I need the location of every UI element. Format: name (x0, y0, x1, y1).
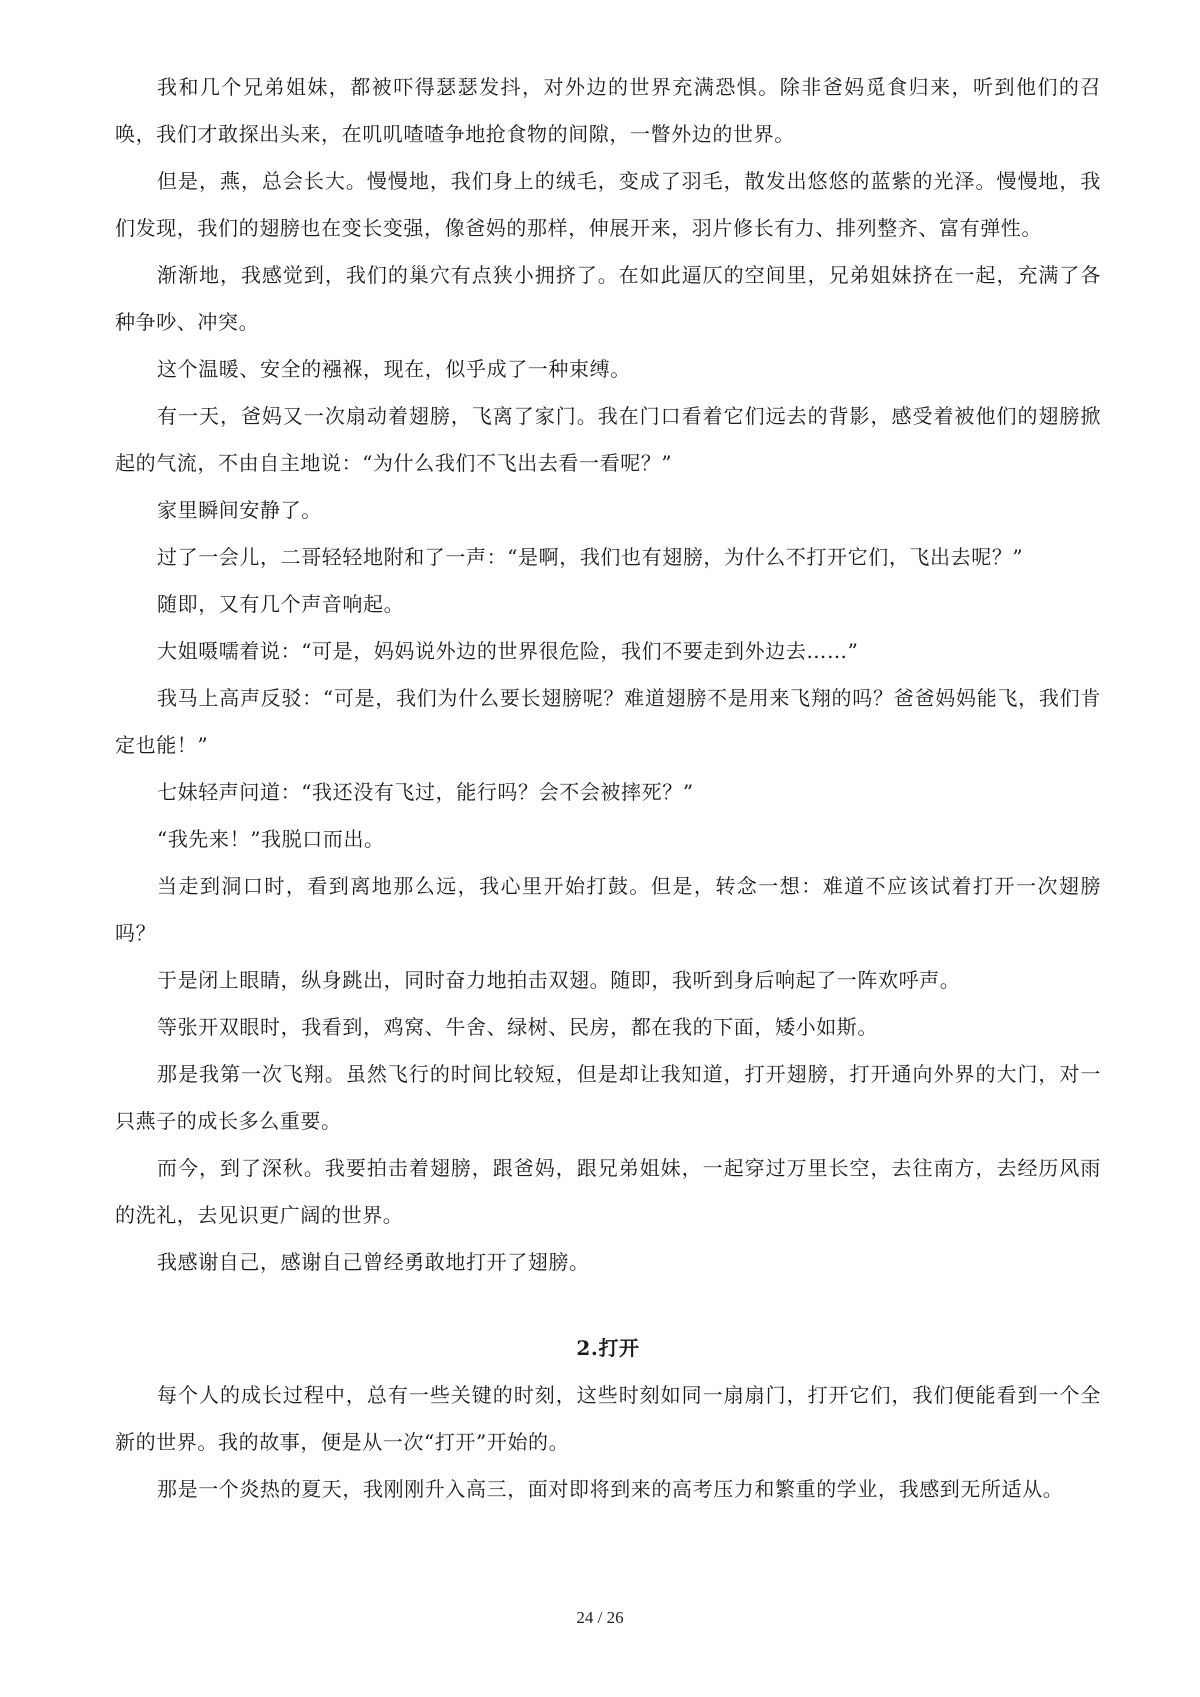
paragraph: 但是，燕，总会长大。慢慢地，我们身上的绒毛，变成了羽毛，散发出悠悠的蓝紫的光泽。慢慢地，我们发现，我们的翅膀也在变长变强，像爸妈的那样，伸展开来，羽片修长有力、排列整齐、富有弹性。 (115, 169, 1101, 240)
paragraph: 等张开双眼时，我看到，鸡窝、牛舍、绿树、民房，都在我的下面，矮小如斯。 (157, 1015, 878, 1039)
paragraph: 于是闭上眼睛，纵身跳出，同时奋力地拍击双翅。随即，我听到身后响起了一阵欢呼声。 (157, 968, 961, 992)
paragraph: “我先来！”我脱口而出。 (157, 827, 385, 851)
paragraph: 过了一会儿，二哥轻轻地附和了一声：“是啊，我们也有翅膀，为什么不打开它们，飞出去呢？” (157, 545, 1024, 569)
section-heading: 2.打开 (576, 1336, 640, 1360)
paragraph: 我马上高声反驳：“可是，我们为什么要长翅膀呢？难道翅膀不是用来飞翔的吗？爸爸妈妈能飞，我们肯定也能！” (115, 686, 1101, 757)
document-body (115, 64, 1101, 1513)
paragraph: 而今，到了深秋。我要拍击着翅膀，跟爸妈，跟兄弟姐妹，一起穿过万里长空，去往南方，去经历风雨的洗礼，去见识更广阔的世界。 (115, 1156, 1101, 1227)
paragraph: 大姐嗫嚅着说：“可是，妈妈说外边的世界很危险，我们不要走到外边去……” (157, 639, 859, 663)
paragraph: 我和几个兄弟姐妹，都被吓得瑟瑟发抖，对外边的世界充满恐惧。除非爸妈觅食归来，听到他们的召唤，我们才敢探出头来，在叽叽喳喳争地抢食物的间隙，一瞥外边的世界。 (115, 75, 1101, 146)
paragraph: 家里瞬间安静了。 (157, 498, 322, 522)
paragraph: 我感谢自己，感谢自己曾经勇敢地打开了翅膀。 (157, 1250, 590, 1274)
paragraph: 那是一个炎热的夏天，我刚刚升入高三，面对即将到来的高考压力和繁重的学业，我感到无所适从。 (157, 1477, 1064, 1501)
paragraph: 当走到洞口时，看到离地那么远，我心里开始打鼓。但是，转念一想：难道不应该试着打开一次翅膀吗？ (115, 874, 1101, 945)
paragraph: 这个温暖、安全的襁褓，现在，似乎成了一种束缚。 (157, 357, 631, 381)
paragraph: 每个人的成长过程中，总有一些关键的时刻，这些时刻如同一扇扇门，打开它们，我们便能看到一个全新的世界。我的故事，便是从一次“打开”开始的。 (115, 1383, 1101, 1454)
paragraph: 随即，又有几个声音响起。 (157, 592, 405, 616)
paragraph: 那是我第一次飞翔。虽然飞行的时间比较短，但是却让我知道，打开翅膀，打开通向外界的大门，对一只燕子的成长多么重要。 (115, 1062, 1101, 1133)
paragraph: 渐渐地，我感觉到，我们的巢穴有点狭小拥挤了。在如此逼仄的空间里，兄弟姐妹挤在一起，充满了各种争吵、冲突。 (115, 263, 1101, 334)
paragraph: 七妹轻声问道：“我还没有飞过，能行吗？会不会被摔死？” (157, 780, 694, 804)
paragraph: 有一天，爸妈又一次扇动着翅膀，飞离了家门。我在门口看着它们远去的背影，感受着被他们的翅膀掀起的气流，不由自主地说：“为什么我们不飞出去看一看呢？” (115, 404, 1101, 475)
page-number: 24 / 26 (576, 1608, 624, 1627)
section-spacer (115, 1286, 1101, 1325)
